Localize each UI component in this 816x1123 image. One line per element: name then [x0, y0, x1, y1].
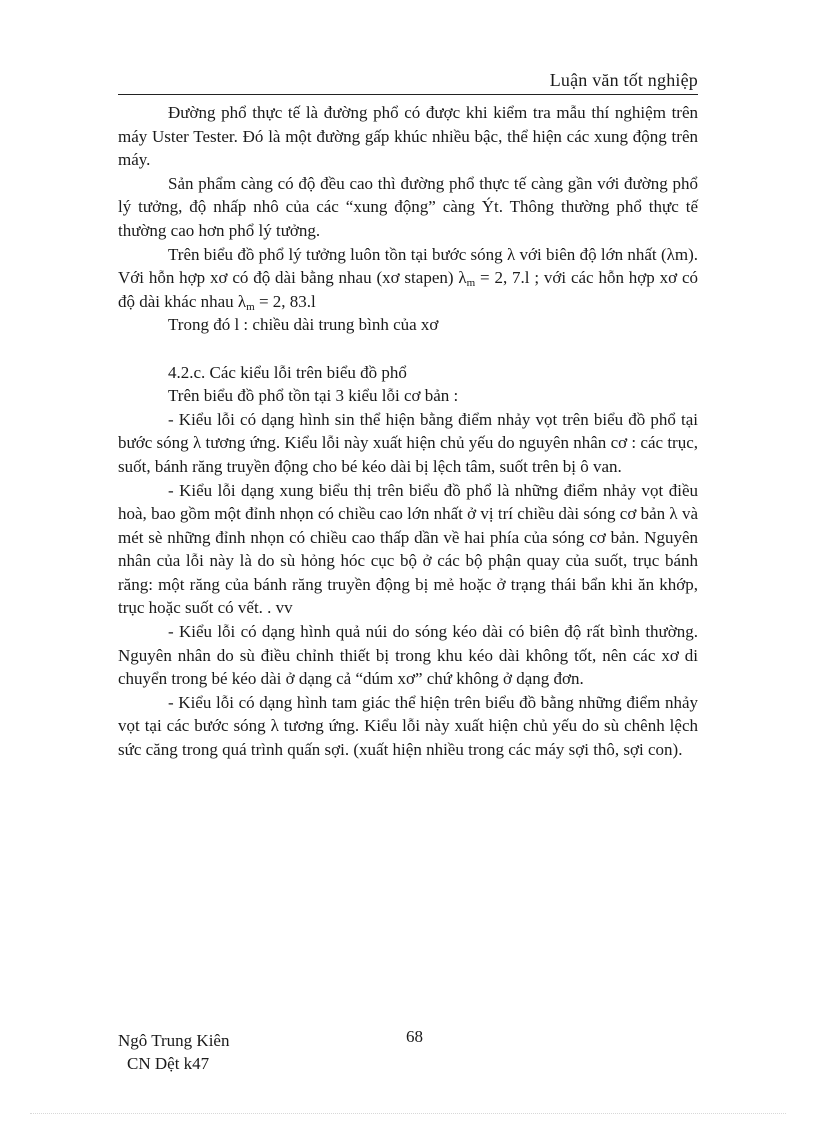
paragraph-error-types-intro: Trên biểu đồ phổ tồn tại 3 kiểu lỗi cơ bản :: [168, 386, 459, 406]
footer-class: CN Dệt k47: [127, 1054, 210, 1073]
wavelength-text-a: Trên biểu đồ phổ lý tưởng luôn tồn tại bước sóng λ với biên độ lớn nhất (λm). Với hỗn hợp xơ có độ dài bằng nhau (xơ stapen) λ: [118, 244, 698, 288]
page-body: [118, 101, 698, 762]
paragraph-triangle-error: - Kiểu lỗi có dạng hình tam giác thể hiện trên biểu đồ bằng những điểm nhảy vọt tại các bước sóng λ tương ứng. Kiểu lỗi này xuất hiện chủ yếu do sù chênh lệch sức căng trong quá trình quấn sợi. (xuất hiện nhiều trong các máy sợi thô, sợi con).: [118, 692, 698, 760]
page-number: 68: [406, 1027, 423, 1046]
paragraph-sine-error: - Kiểu lỗi có dạng hình sin thể hiện bằng điểm nhảy vọt trên biểu đồ phổ tại bước sóng λ tương ứng. Kiểu lỗi này xuất hiện chủ yếu do nguyên nhân cơ : các trục, suốt, bánh răng truyền động cho bé kéo dài bị lệch tâm, suốt trên bị ô van.: [118, 409, 698, 476]
wavelength-text-c: = 2, 83.l: [254, 291, 316, 311]
paragraph-uniformity: Sản phẩm càng có độ đều cao thì đường phổ thực tế càng gần với đường phổ lý tưởng, độ nhấp nhô của các “xung động” càng Ýt. Thông thường phổ thực tế thường cao hơn phổ lý tưởng.: [118, 173, 698, 240]
paragraph-hill-error: - Kiểu lỗi có dạng hình quả núi do sóng kéo dài có biên độ rất bình thường. Nguyên nhân do sù điều chỉnh thiết bị trong khu kéo dài không tốt, nên các xơ di chuyển trong bé kéo dài ở dạng cả “dúm xơ” chứ không ở dạng đơn.: [118, 622, 698, 689]
footer-author: Ngô Trung Kiên: [118, 1031, 230, 1050]
lambda-subscript-1: m: [466, 277, 476, 290]
paragraph-pulse-error: - Kiểu lỗi dạng xung biểu thị trên biểu đồ phổ là những điểm nhảy vọt điều hoà, bao gồm một đỉnh nhọn có chiều cao lớn nhất ở vị trí chiều dài sóng cơ bản λ và mét sè những đỉnh nhọn có chiều cao thấp dần về hai phía của sóng cơ bản. Nguyên nhân của lỗi này là do sù hỏng hóc cục bộ ở các bộ phận quay của suốt, trục bánh răng: một răng của bánh răng truyền động bị mẻ hoặc ở trạng thái bẩn khi ăn khớp, trục hoặc suốt có vết. . vv: [118, 480, 698, 618]
page-header: [118, 70, 698, 95]
lambda-subscript-2: m: [246, 300, 255, 313]
bottom-divider: [30, 1113, 786, 1114]
wavelength-text-b: = 2, 7.l ; với các hỗn hợp xơ có độ dài khác nhau λ: [118, 268, 698, 311]
section-heading: 4.2.c. Các kiểu lỗi trên biểu đồ phổ: [168, 362, 407, 382]
paragraph-wavelength: [118, 243, 698, 314]
header-title: Luận văn tốt nghiệp: [549, 70, 698, 90]
paragraph-definition: Trong đó l : chiều dài trung bình của xơ: [168, 315, 439, 335]
paragraph-actual-spectrum: Đường phổ thực tế là đường phổ có được khi kiểm tra mẫu thí nghiệm trên máy Uster Tester. Đó là một đường gấp khúc nhiều bậc, thể hiện các xung động trên máy.: [118, 103, 698, 170]
